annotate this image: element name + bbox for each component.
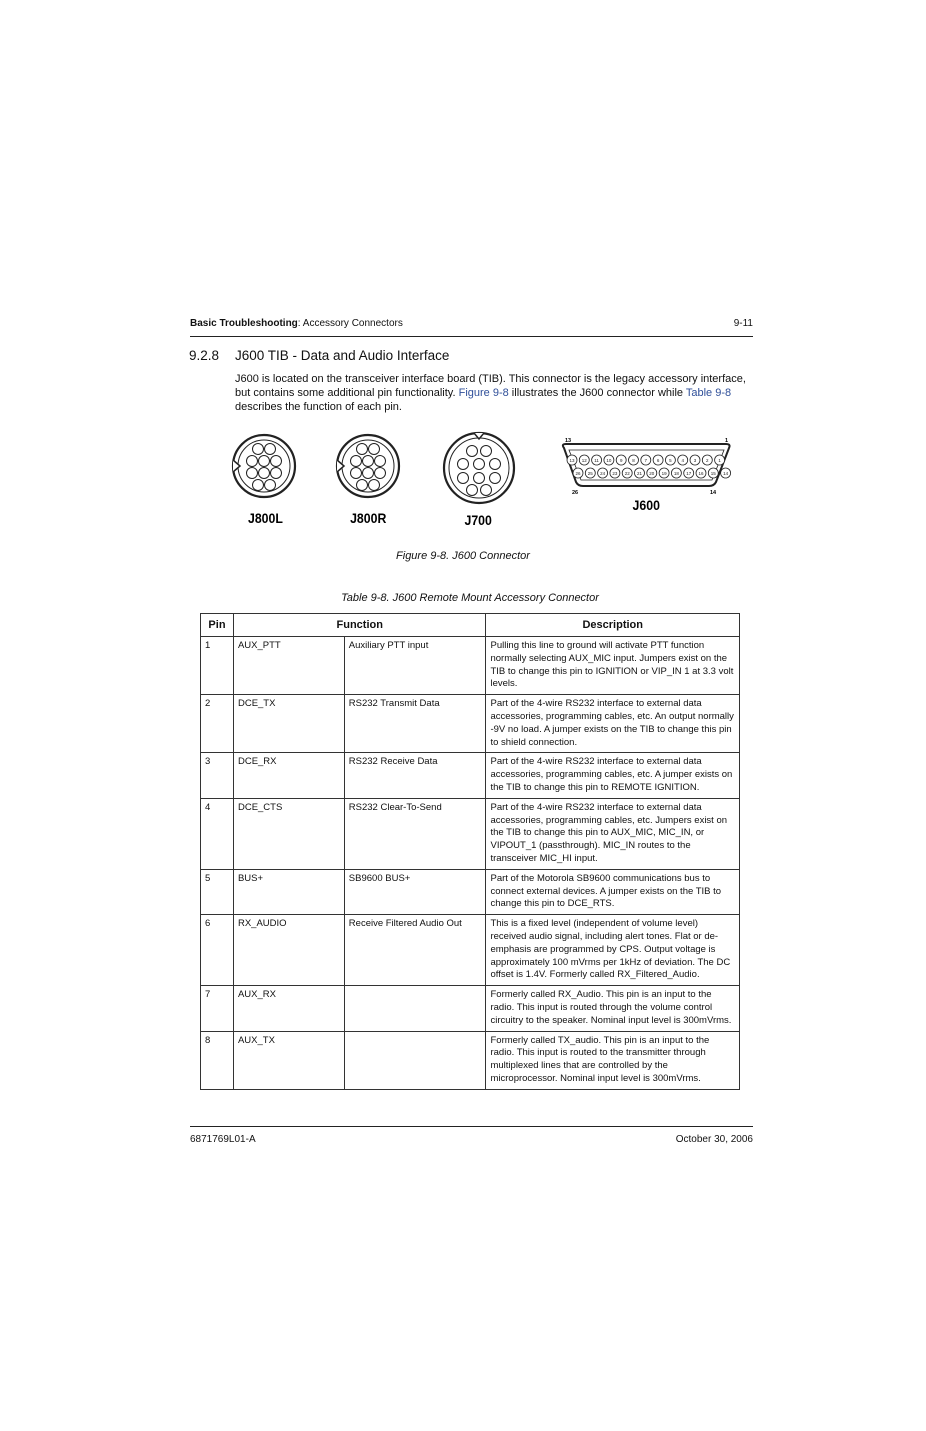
table-row bbox=[201, 637, 740, 695]
j600-pin-label: 17 bbox=[686, 471, 692, 476]
cell-function: SB9600 BUS+ bbox=[344, 869, 486, 914]
marker-26: 26 bbox=[572, 490, 579, 496]
header-description: Description bbox=[486, 614, 740, 637]
header-page-number: 9-11 bbox=[733, 318, 753, 329]
page-header bbox=[190, 316, 753, 337]
section-number: 9.2.8 bbox=[189, 348, 220, 363]
table-link[interactable]: Table 9-8 bbox=[685, 387, 732, 399]
label-j800l: J800L bbox=[248, 510, 283, 527]
cell-pin: 5 bbox=[201, 869, 234, 914]
cell-function: Auxiliary PTT input bbox=[344, 637, 486, 695]
cell-pin: 1 bbox=[201, 637, 234, 695]
header-function: Function bbox=[233, 614, 486, 637]
pin-table bbox=[200, 613, 740, 1090]
connector-figure bbox=[226, 430, 738, 530]
cell-pin: 3 bbox=[201, 753, 234, 798]
cell-signal: DCE_CTS bbox=[233, 798, 344, 869]
j600-pin-label: 19 bbox=[661, 471, 667, 476]
label-j600: J600 bbox=[632, 497, 660, 514]
cell-description: Part of the 4-wire RS232 interface to external data accessories, programming cables, etc. Jumpers exist on the TIB to change this pin to AUX_MIC, MIC_IN, or VIPOUT_1 (passthrough). MIC_IN routes to the transceiver MIC_HI input. bbox=[486, 798, 740, 869]
j600-pin-label: 22 bbox=[624, 471, 630, 476]
j600-pin-label: 1 bbox=[718, 458, 721, 463]
paragraph-text-2: illustrates the J600 connector while bbox=[508, 387, 686, 399]
table-row bbox=[201, 869, 740, 914]
j600-pin-label: 5 bbox=[669, 458, 672, 463]
cell-function: RS232 Clear-To-Send bbox=[344, 798, 486, 869]
cell-pin: 4 bbox=[201, 798, 234, 869]
cell-description: Part of the 4-wire RS232 interface to external data accessories, programming cables, etc. A jumper exists on the TIB to change this pin to REMOTE IGNITION. bbox=[486, 753, 740, 798]
marker-14: 14 bbox=[710, 490, 717, 496]
label-j800r: J800R bbox=[350, 510, 387, 527]
intro-paragraph bbox=[235, 372, 755, 414]
cell-pin: 2 bbox=[201, 695, 234, 753]
cell-signal: AUX_PTT bbox=[233, 637, 344, 695]
label-j700: J700 bbox=[464, 512, 492, 529]
cell-description: Part of the Motorola SB9600 communications bus to connect external devices. A jumper exists on the TIB to change this pin to DCE_RTS. bbox=[486, 869, 740, 914]
header-pin: Pin bbox=[201, 614, 234, 637]
cell-description: Part of the 4-wire RS232 interface to external data accessories, programming cables, etc. An output normally -9V no load. A jumper exists on the TIB to change this pin to shield connection. bbox=[486, 695, 740, 753]
page-footer bbox=[190, 1126, 753, 1145]
paragraph-text-1: J600 is located on the transceiver interface board (TIB). This connector is the legacy accessory interface, but contains some additional pin functionality. bbox=[235, 373, 746, 399]
table-row bbox=[201, 753, 740, 798]
cell-pin: 7 bbox=[201, 986, 234, 1031]
marker-13: 13 bbox=[565, 438, 572, 444]
j600-pin-label: 7 bbox=[644, 458, 648, 463]
j600-pin-label: 25 bbox=[587, 471, 593, 476]
table-caption: Table 9-8. J600 Remote Mount Accessory Connector bbox=[341, 592, 599, 604]
j600-pin-label: 23 bbox=[612, 471, 618, 476]
cell-signal: AUX_TX bbox=[233, 1031, 344, 1089]
j600-pin-label: 12 bbox=[581, 458, 587, 463]
j600-pin-label: 8 bbox=[632, 458, 635, 463]
table-row bbox=[201, 695, 740, 753]
j600-pin-label: 9 bbox=[619, 458, 623, 463]
cell-description: Formerly called TX_audio. This pin is an input to the radio. This input is routed to the transmitter through multiplexed lines that are controlled by the microprocessor. Nominal input level is 300mVrms. bbox=[486, 1031, 740, 1089]
j600-pin-label: 11 bbox=[594, 458, 599, 463]
header-section-rest: : Accessory Connectors bbox=[297, 318, 403, 329]
table-row bbox=[201, 915, 740, 986]
cell-signal: AUX_RX bbox=[233, 986, 344, 1031]
footer-date: October 30, 2006 bbox=[675, 1134, 753, 1145]
table-row bbox=[201, 986, 740, 1031]
figure-caption: Figure 9-8. J600 Connector bbox=[396, 550, 530, 562]
j600-pin-label: 13 bbox=[569, 458, 575, 463]
footer-doc-number: 6871769L01-A bbox=[190, 1134, 256, 1145]
j600-pin-label: 21 bbox=[636, 471, 643, 476]
j600-pin-label: 4 bbox=[681, 458, 684, 463]
header-section bbox=[190, 318, 403, 329]
cell-function: RS232 Receive Data bbox=[344, 753, 486, 798]
cell-signal: RX_AUDIO bbox=[233, 915, 344, 986]
j600-pin-label: 20 bbox=[649, 471, 655, 476]
cell-signal: DCE_TX bbox=[233, 695, 344, 753]
j600-connector bbox=[563, 444, 731, 486]
cell-pin: 8 bbox=[201, 1031, 234, 1089]
table-header-row bbox=[201, 614, 740, 637]
j600-pin-label: 6 bbox=[656, 458, 660, 463]
cell-description: This is a fixed level (independent of volume level) received audio signal, including alert tones. Flat or de-emphasis are programmed by CPS. Output voltage is approximately 100 mVrms per 1kHz of deviation. The DC offset is 1.4V. Formerly called RX_Filtered_Audio. bbox=[486, 915, 740, 986]
table-row bbox=[201, 798, 740, 869]
j600-pin-label: 18 bbox=[673, 471, 679, 476]
cell-description: Formerly called RX_Audio. This pin is an input to the radio. This input is routed through the volume control circuitry to the speaker. Nominal input level is 300mVrms. bbox=[486, 986, 740, 1031]
cell-function: Receive Filtered Audio Out bbox=[344, 915, 486, 986]
j800r-connector bbox=[337, 435, 399, 497]
j600-pin-label: 2 bbox=[706, 458, 709, 463]
j600-pin-label: 3 bbox=[693, 458, 697, 463]
section-title: J600 TIB - Data and Audio Interface bbox=[235, 348, 450, 363]
j600-pin-label: 16 bbox=[698, 471, 704, 476]
cell-function: RS232 Transmit Data bbox=[344, 695, 486, 753]
table-row bbox=[201, 1031, 740, 1089]
j600-pin-label: 24 bbox=[600, 471, 606, 476]
cell-signal: DCE_RX bbox=[233, 753, 344, 798]
j600-pin-label: 15 bbox=[710, 471, 716, 476]
figure-link[interactable]: Figure 9-8 bbox=[458, 387, 509, 399]
j700-connector bbox=[444, 433, 514, 503]
j600-pin-label: 26 bbox=[575, 471, 581, 476]
j800l-connector bbox=[233, 435, 295, 497]
cell-description: Pulling this line to ground will activate PTT function normally selecting AUX_MIC input. Jumpers exist on the TIB to change this pin to IGNITION or VIP_IN 1 at 3.3 volt levels. bbox=[486, 637, 740, 695]
j600-pin-label: 14 bbox=[723, 471, 729, 476]
paragraph-text-3: describes the function of each pin. bbox=[235, 401, 402, 413]
marker-1: 1 bbox=[725, 438, 729, 444]
header-section-bold: Basic Troubleshooting bbox=[190, 318, 298, 329]
cell-function bbox=[344, 986, 486, 1031]
cell-function bbox=[344, 1031, 486, 1089]
cell-signal: BUS+ bbox=[233, 869, 344, 914]
j600-pin-label: 10 bbox=[606, 458, 612, 463]
cell-pin: 6 bbox=[201, 915, 234, 986]
section-heading bbox=[189, 348, 449, 363]
